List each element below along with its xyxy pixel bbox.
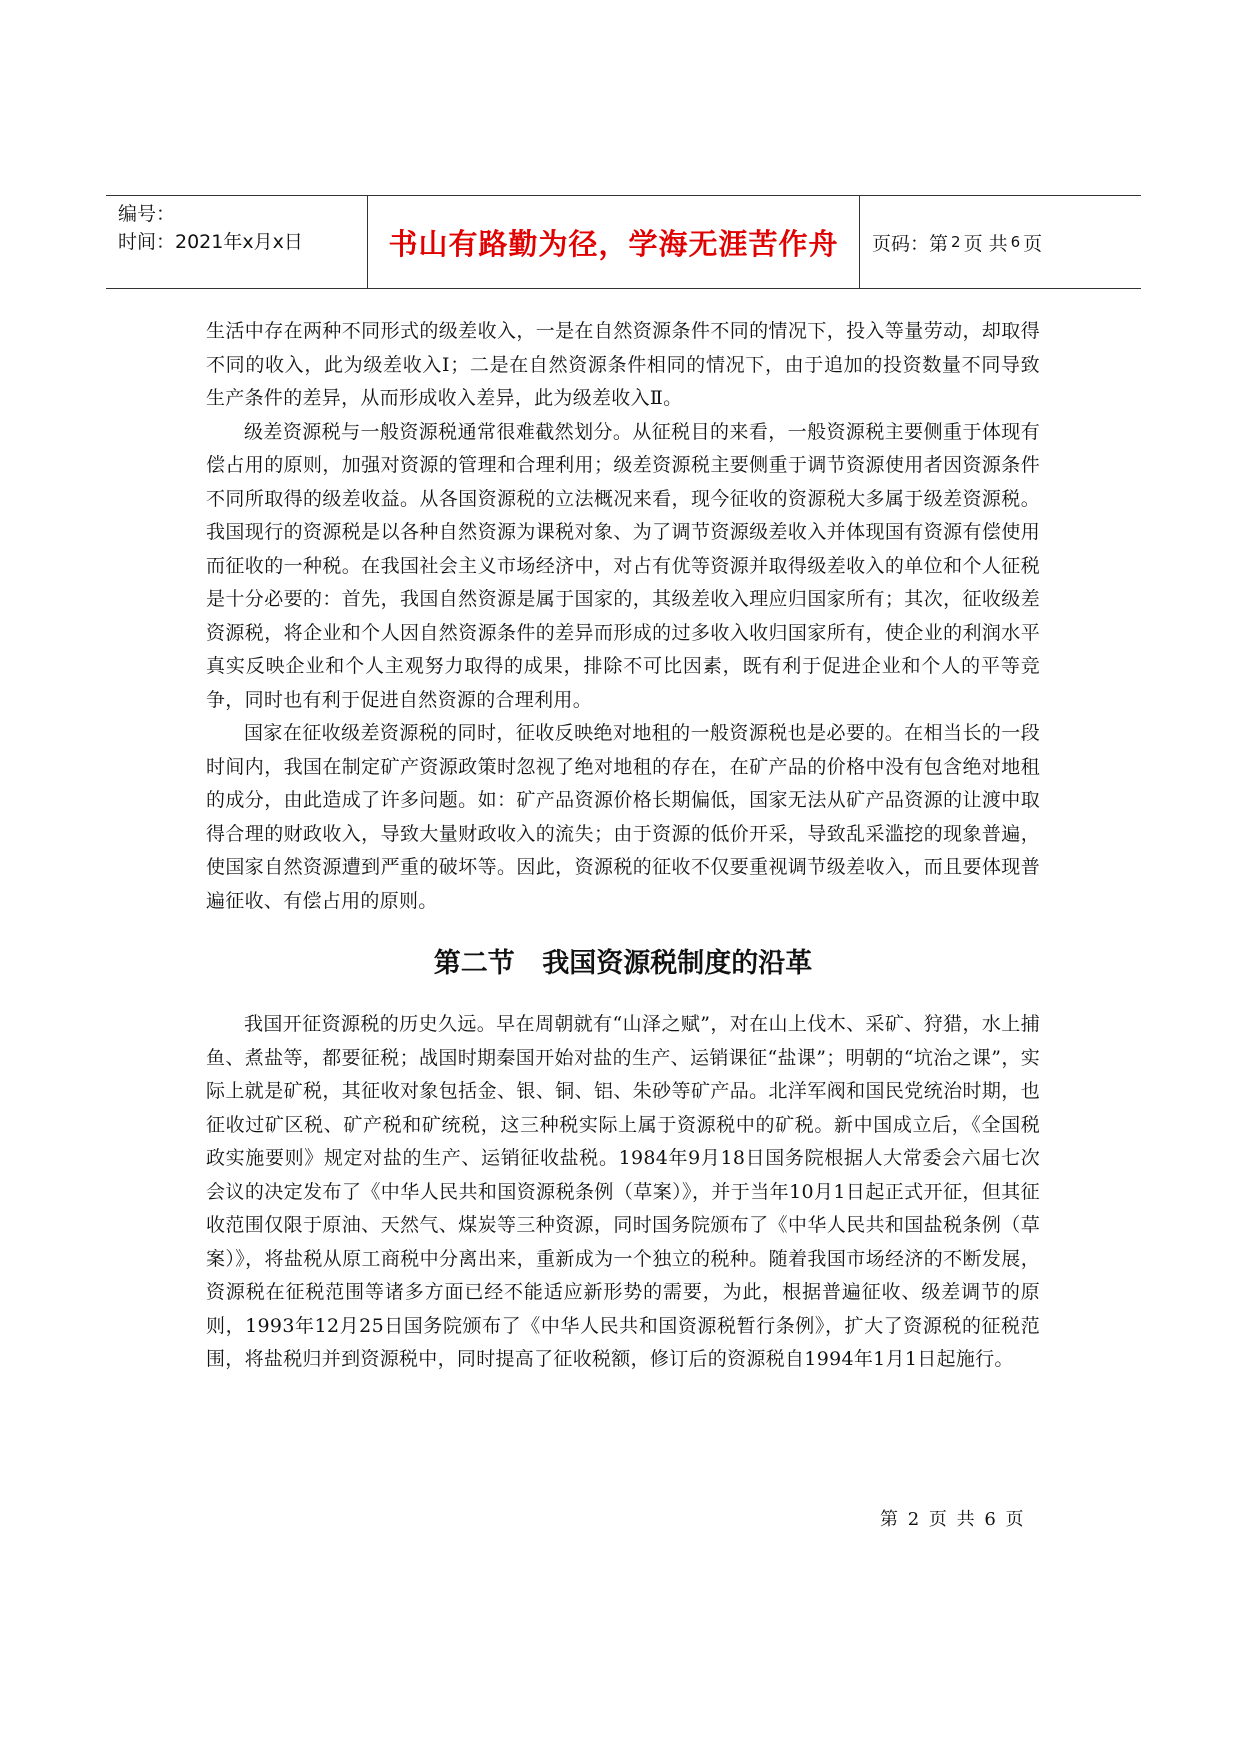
page-total: 6 [1010,233,1021,251]
paragraph: 级差资源税与一般资源税通常很难截然划分。从征税目的来看，一般资源税主要侧重于体现有偿占用的原则，加强对资源的管理和合理利用；级差资源税主要侧重于调节资源使用者因资源条件不同所取得的级差收益。从各国资源税的立法概况来看，现今征收的资源税大多属于级差资源税。我国现行的资源税是以各种自然资源为课税对象、为了调节资源级差收入并体现国有资源有偿使用而征收的一种税。在我国社会主义市场经济中，对占有优等资源并取得级差收入的单位和个人征税是十分必要的：首先，我国自然资源是属于国家的，其级差收入理应归国家所有；其次，征收级差资源税，将企业和个人因自然资源条件的差异而形成的过多收入收归国家所有，使企业的利润水平真实反映企业和个人主观努力取得的成果，排除不可比因素，既有利于促进企业和个人的平等竞争，同时也有利于促进自然资源的合理利用。 [206,420,1040,711]
paragraph: 国家在征收级差资源税的同时，征收反映绝对地租的一般资源税也是必要的。在相当长的一段时间内，我国在制定矿产资源政策时忽视了绝对地租的存在，在矿产品的价格中没有包含绝对地租的成分，由此造成了许多问题。如：矿产品资源价格长期偏低，国家无法从矿产品资源的让渡中取得合理的财政收入，导致大量财政收入的流失；由于资源的低价开采，导致乱采滥挖的现象普遍，使国家自然资源遭到严重的破坏等。因此，资源税的征收不仅要重视调节级差收入，而且要体现普遍征收、有偿占用的原则。 [206,722,1040,912]
page-footer: 第 2 页 共 6 页 [880,1509,1026,1530]
section-title: 第二节 我国资源税制度的沿革 [433,948,813,979]
document-body [206,315,1040,1377]
page-mid: 页 共 [963,232,1008,255]
header-page-info [860,196,1141,288]
motto: 书山有路勤为径，学海无涯苦作舟 [388,226,839,261]
header-meta [106,196,368,288]
paragraph: 生活中存在两种不同形式的级差收入，一是在自然资源条件不同的情况下，投入等量劳动，却取得不同的收入，此为级差收入Ⅰ；二是在自然资源条件相同的情况下，由于追加的投资数量不同导致生产条件的差异，从而形成收入差异，此为级差收入Ⅱ。 [206,320,1040,409]
time-label: 时间：2021年x月x日 [118,231,303,253]
paragraph: 我国开征资源税的历史久远。早在周朝就有“山泽之赋”，对在山上伐木、采矿、狩猎，水上捕鱼、煮盐等，都要征税；战国时期秦国开始对盐的生产、运销课征“盐课”；明朝的“坑治之课”，实际上就是矿税，其征收对象包括金、银、铜、铝、朱砂等矿产品。北洋军阀和国民党统治时期，也征收过矿区税、矿产税和矿统税，这三种税实际上属于资源税中的矿税。新中国成立后，《全国税政实施要则》规定对盐的生产、运销征收盐税。1984年9月18日国务院根据人大常委会六届七次会议的决定发布了《中华人民共和国资源税条例（草案）》，并于当年10月1日起正式开征，但其征收范围仅限于原油、天然气、煤炭等三种资源，同时国务院颁布了《中华人民共和国盐税条例（草案）》，将盐税从原工商税中分离出来，重新成为一个独立的税种。随着我国市场经济的不断发展，资源税在征税范围等诸多方面已经不能适应新形势的需要，为此，根据普遍征收、级差调节的原则，1993年12月25日国务院颁布了《中华人民共和国资源税暂行条例》，扩大了资源税的征税范围，将盐税归并到资源税中，同时提高了征收税额，修订后的资源税自1994年1月1日起施行。 [206,1013,1040,1370]
page-prefix: 页码：第 [872,232,949,255]
header-motto-cell [368,196,860,288]
number-label: 编号： [118,203,176,225]
page-suffix: 页 [1023,232,1043,255]
page-current: 2 [951,233,961,251]
document-header [106,195,1141,289]
